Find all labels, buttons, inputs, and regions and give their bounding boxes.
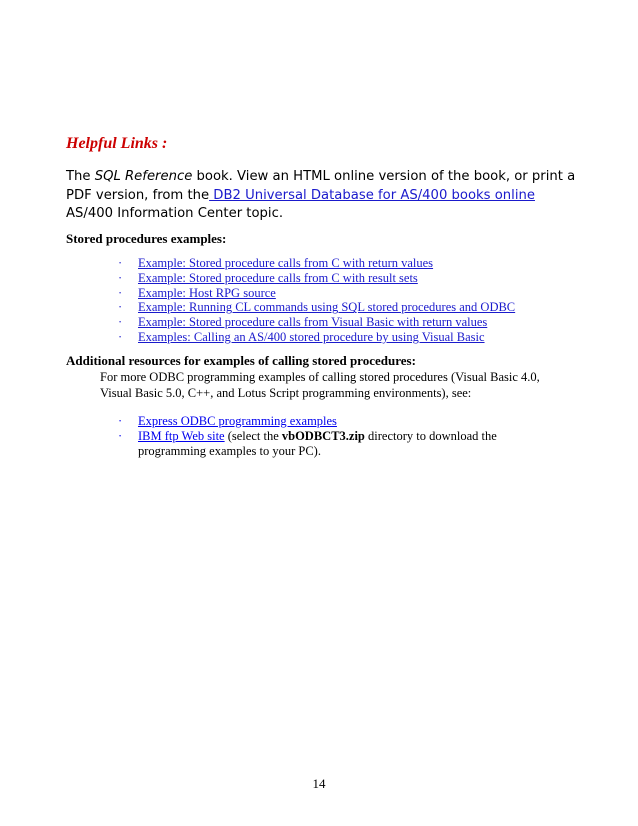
bullet-icon: · [118,256,123,270]
resources-list [118,414,538,459]
bullet-icon: · [118,429,123,443]
intro-paragraph [66,168,586,224]
stored-link-host-rpg[interactable] [118,286,558,301]
list-item-label: Example: Stored procedure calls from C with return values [138,256,434,270]
sql-reference-title: SQL Reference [94,169,193,184]
ibm-ftp-link[interactable] [118,429,225,443]
bullet-icon: · [118,270,123,285]
link-label: IBM ftp Web site [138,429,225,443]
list-item-label: Example: Stored procedure calls from Visual Basic with return values [138,315,488,330]
bullet-icon: · [118,285,123,300]
intro-text-1: The [66,169,95,184]
stored-link-cl-commands[interactable] [118,300,558,315]
resource-item-express-odbc [118,414,538,429]
intro-text-2: book. View an HTML online version of the book, or print a PDF version, from the [66,169,576,203]
additional-resources-body: For more ODBC programming examples of calling stored procedures (Visual Basic 4.0, Visual Basic 5.0, C++, and Lotus Script programming environments), see: [100,370,540,400]
stored-link-vb-return-values[interactable] [118,315,558,330]
stored-procedures-heading: Stored procedures examples: [66,231,227,246]
stored-link-c-result-sets[interactable] [118,271,558,286]
page-number: 14 [312,776,326,791]
resource-item-ibm-ftp [118,429,538,459]
db2-books-online-link[interactable]: DB2 Universal Database for AS/400 books online [209,187,535,203]
stored-procedures-list [118,256,558,345]
bullet-icon: · [118,329,123,344]
list-item-label: Example: Running CL commands using SQL stored procedures and ODBC [138,300,516,315]
bullet-icon: · [118,414,123,428]
bullet-icon: · [118,315,123,330]
ftp-note-continuation: programming examples to your PC). [138,444,321,458]
stored-link-vb-calling[interactable] [118,330,558,345]
list-item-label: Example: Stored procedure calls from C with result sets [138,270,418,285]
intro-text-3: AS/400 Information Center topic. [66,206,284,221]
zip-file-name: vbODBCT3.zip [281,429,365,443]
express-odbc-link[interactable] [118,414,337,428]
bullet-icon: · [118,300,123,315]
list-item-label: Example: Host RPG source [138,285,276,300]
list-item-label: Examples: Calling an AS/400 stored procedure by using Visual Basic [138,329,485,344]
stored-link-c-return-values[interactable] [118,256,558,271]
link-label: Express ODBC programming examples [138,414,337,428]
ftp-note-text-2: directory to download the [364,429,497,443]
ftp-note-text: (select the [224,429,282,443]
additional-resources-heading: Additional resources for examples of calling stored procedures: [66,353,416,368]
helpful-links-heading: Helpful Links : [66,135,168,152]
